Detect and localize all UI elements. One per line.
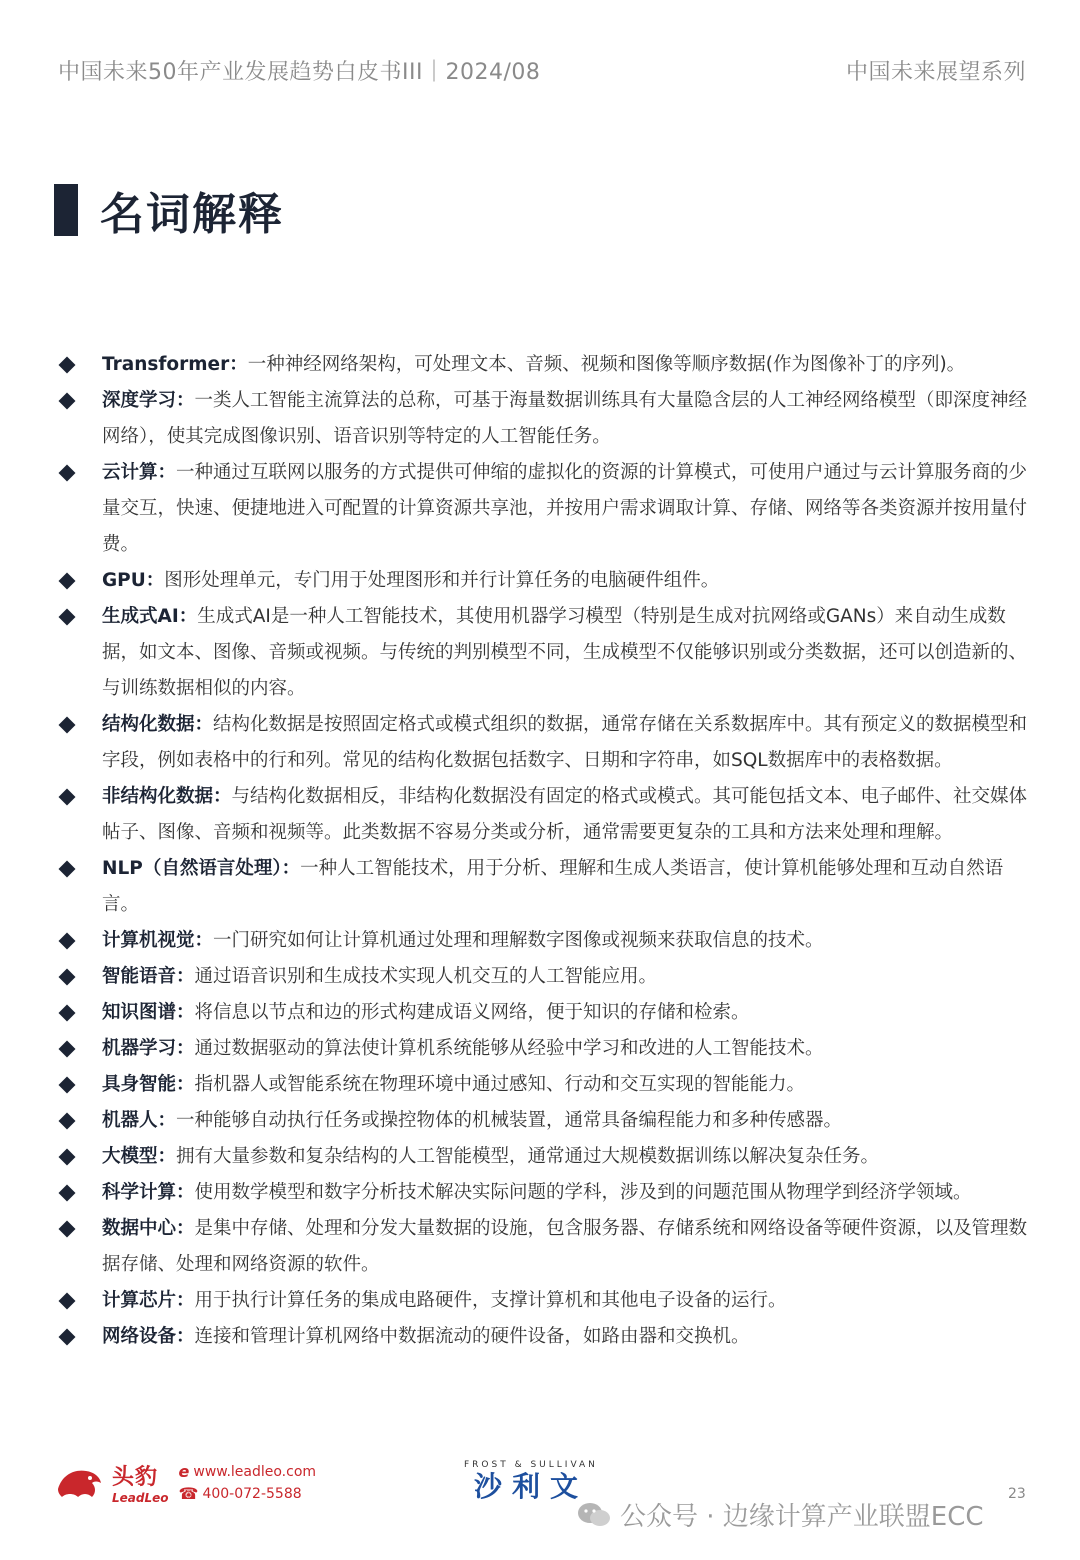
diamond-bullet-icon: [58, 1148, 76, 1166]
glossary-item: [58, 1103, 1038, 1139]
glossary-item: [58, 563, 1038, 599]
glossary-term: 机器人：: [102, 1110, 177, 1131]
glossary-item: [58, 1319, 1038, 1355]
phone-number: 400-072-5588: [202, 1485, 302, 1502]
glossary-definition: 拥有大量参数和复杂结构的人工智能模型，通常通过大规模数据训练以解决复杂任务。: [176, 1146, 880, 1167]
diamond-bullet-icon: [58, 608, 76, 626]
diamond-bullet-icon: [58, 1076, 76, 1094]
glossary-definition: 是集中存储、处理和分发大量数据的设施，包含服务器、存储系统和网络设备等硬件资源，以及管理数据存储、处理和网络资源的软件。: [102, 1218, 1028, 1275]
glossary-definition: 一种人工智能技术，用于分析、理解和生成人类语言，使计算机能够处理和互动自然语言。: [102, 858, 1004, 915]
glossary-item: [58, 959, 1038, 995]
glossary-item: [58, 851, 1038, 923]
glossary-definition: 一种神经网络架构，可处理文本、音频、视频和图像等顺序数据(作为图像补丁的序列)。: [247, 354, 966, 375]
diamond-bullet-icon: [58, 860, 76, 878]
glossary-term: 具身智能：: [102, 1074, 195, 1095]
glossary-definition: 指机器人或智能系统在物理环境中通过感知、行动和交互实现的智能能力。: [194, 1074, 806, 1095]
glossary-term: 网络设备：: [102, 1326, 195, 1347]
leopard-logo-icon: [54, 1463, 104, 1503]
title-accent-bar: [54, 184, 78, 236]
glossary-term: Transformer：: [102, 354, 248, 375]
glossary-term: NLP（自然语言处理）：: [102, 858, 301, 879]
glossary-item: [58, 995, 1038, 1031]
glossary-definition: 一门研究如何让计算机通过处理和理解数字图像或视频来获取信息的技术。: [213, 930, 824, 951]
glossary-item: [58, 347, 1038, 383]
glossary-term: 生成式AI：: [102, 606, 198, 627]
diamond-bullet-icon: [58, 356, 76, 374]
glossary-definition: 与结构化数据相反，非结构化数据没有固定的格式或模式。其可能包括文本、电子邮件、社交媒体帖子、图像、音频和视频等。此类数据不容易分类或分析，通常需要更复杂的工具和方法来处理和理解。: [102, 786, 1028, 843]
glossary-list: [58, 347, 1038, 1355]
glossary-item: [58, 779, 1038, 851]
glossary-term: 大模型：: [102, 1146, 177, 1167]
diamond-bullet-icon: [58, 788, 76, 806]
glossary-definition: 连接和管理计算机网络中数据流动的硬件设备，如路由器和交换机。: [194, 1326, 750, 1347]
glossary-definition: 一种通过互联网以服务的方式提供可伸缩的虚拟化的资源的计算模式，可使用户通过与云计算服务商的少量交互，快速、便捷地进入可配置的计算资源共享池，并按用户需求调取计算、存储、网络等各类资源并按用量付费。: [102, 462, 1028, 555]
glossary-definition: 结构化数据是按照固定格式或模式组织的数据，通常存储在关系数据库中。其有预定义的数据模型和字段，例如表格中的行和列。常见的结构化数据包括数字、日期和字符串，如SQL数据库中的表格数据。: [102, 714, 1028, 771]
diamond-bullet-icon: [58, 1040, 76, 1058]
diamond-bullet-icon: [58, 1328, 76, 1346]
diamond-bullet-icon: [58, 968, 76, 986]
glossary-item: [58, 1175, 1038, 1211]
diamond-bullet-icon: [58, 1004, 76, 1022]
brand-cn: 头豹: [112, 1465, 159, 1490]
header-report-title: 中国未来50年产业发展趋势白皮书III｜2024/08: [58, 59, 541, 85]
glossary-definition: 图形处理单元，专门用于处理图形和并行计算任务的电脑硬件组件。: [164, 570, 720, 591]
glossary-item: [58, 923, 1038, 959]
glossary-term: 科学计算：: [102, 1182, 195, 1203]
glossary-definition: 通过数据驱动的算法使计算机系统能够从经验中学习和改进的人工智能技术。: [194, 1038, 824, 1059]
glossary-item: [58, 1031, 1038, 1067]
brand-name: [112, 1460, 169, 1505]
glossary-definition: 将信息以节点和边的形式构建成语义网络，便于知识的存储和检索。: [194, 1002, 750, 1023]
glossary-term: 计算机视觉：: [102, 930, 214, 951]
glossary-item: [58, 707, 1038, 779]
glossary-term: 机器学习：: [102, 1038, 195, 1059]
section-heading: [54, 178, 284, 242]
glossary-definition: 生成式AI是一种人工智能技术，其使用机器学习模型（特别是生成对抗网络或GANs）来自动生成数据，如文本、图像、音频或视频。与传统的判别模型不同，生成模型不仅能够识别或分类数据，还可以创造新的、与训练数据相似的内容。: [102, 606, 1028, 699]
glossary-term: 云计算：: [102, 462, 177, 483]
phone-icon: ☎: [178, 1484, 199, 1503]
wechat-watermark: [576, 1496, 984, 1533]
glossary-item: [58, 1067, 1038, 1103]
glossary-term: GPU：: [102, 570, 165, 591]
diamond-bullet-icon: [58, 572, 76, 590]
glossary-definition: 一类人工智能主流算法的总称，可基于海量数据训练具有大量隐含层的人工神经网络模型（即深度神经网络），使其完成图像识别、语音识别等特定的人工智能任务。: [102, 390, 1028, 447]
diamond-bullet-icon: [58, 1184, 76, 1202]
page-number: 23: [1008, 1486, 1026, 1502]
glossary-term: 智能语音：: [102, 966, 195, 987]
website-link[interactable]: www.leadleo.com: [193, 1463, 317, 1480]
diamond-bullet-icon: [58, 1292, 76, 1310]
contact-info: [179, 1461, 317, 1505]
diamond-bullet-icon: [58, 464, 76, 482]
glossary-item: [58, 455, 1038, 563]
glossary-item: [58, 1211, 1038, 1283]
leadleo-footer: [54, 1460, 316, 1505]
web-e-icon: e: [178, 1462, 190, 1481]
diamond-bullet-icon: [58, 716, 76, 734]
glossary-term: 知识图谱：: [102, 1002, 195, 1023]
diamond-bullet-icon: [58, 932, 76, 950]
page-title: 名词解释: [100, 189, 284, 240]
glossary-term: 非结构化数据：: [102, 786, 232, 807]
glossary-item: [58, 383, 1038, 455]
glossary-item: [58, 1283, 1038, 1319]
glossary-term: 结构化数据：: [102, 714, 214, 735]
glossary-term: 计算芯片：: [102, 1290, 195, 1311]
wechat-icon: [576, 1500, 612, 1530]
glossary-term: 深度学习：: [102, 390, 195, 411]
brand-en: LeadLeo: [112, 1491, 169, 1505]
glossary-item: [58, 1139, 1038, 1175]
partner-name-cn: 沙利文: [473, 1470, 588, 1503]
header-series-name: 中国未来展望系列: [845, 59, 1026, 85]
page-header: [58, 52, 1026, 88]
diamond-bullet-icon: [58, 1112, 76, 1130]
diamond-bullet-icon: [58, 392, 76, 410]
glossary-definition: 使用数学模型和数字分析技术解决实际问题的学科，涉及到的问题范围从物理学到经济学领域。: [194, 1182, 972, 1203]
glossary-item: [58, 599, 1038, 707]
watermark-text: 公众号 · 边缘计算产业联盟ECC: [620, 1502, 984, 1532]
diamond-bullet-icon: [58, 1220, 76, 1238]
glossary-definition: 通过语音识别和生成技术实现人机交互的人工智能应用。: [194, 966, 658, 987]
glossary-definition: 用于执行计算任务的集成电路硬件，支撑计算机和其他电子设备的运行。: [194, 1290, 787, 1311]
glossary-term: 数据中心：: [102, 1218, 195, 1239]
glossary-definition: 一种能够自动执行任务或操控物体的机械装置，通常具备编程能力和多种传感器。: [176, 1110, 843, 1131]
partner-name-en: FROST & SULLIVAN: [464, 1460, 598, 1470]
